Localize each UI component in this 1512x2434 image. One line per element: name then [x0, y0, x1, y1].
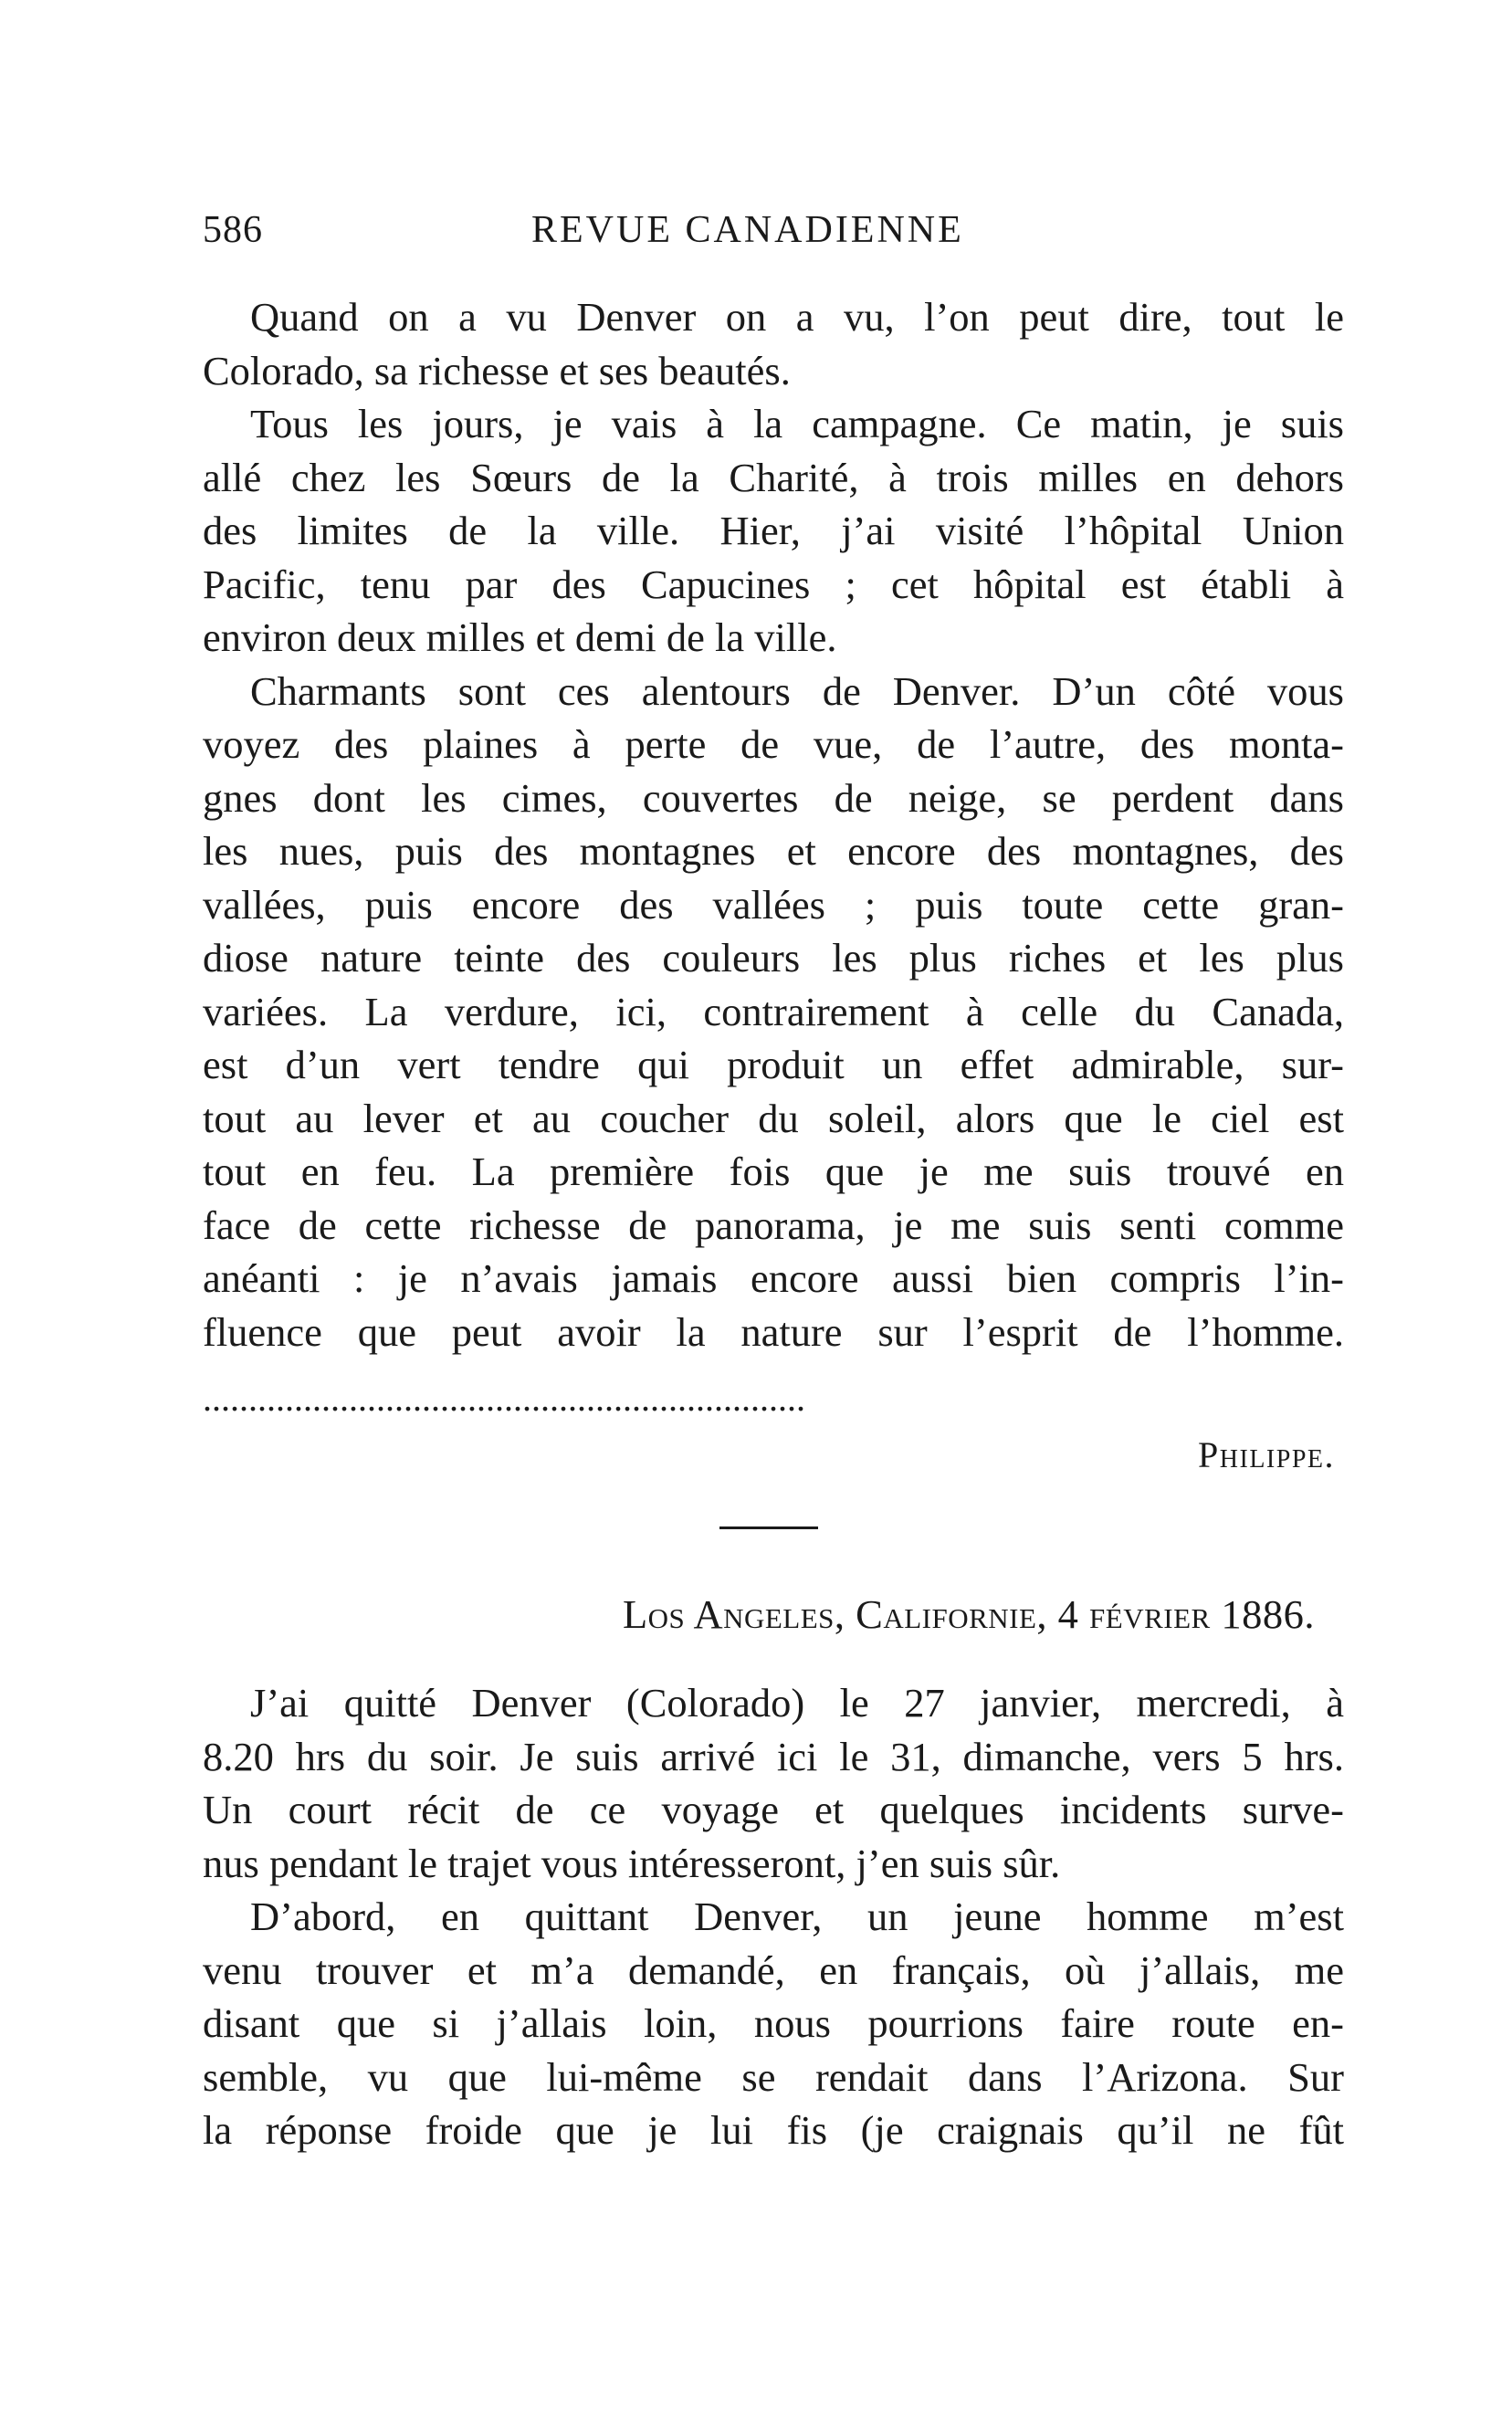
running-header [203, 208, 1344, 263]
text-line: tout en feu. La première fois que je me suis trouvé en [203, 1149, 1344, 1194]
section-divider [719, 1526, 818, 1529]
text-line: gnes dont les cimes, couvertes de neige, se perdent dans [203, 774, 1344, 821]
dateline [623, 1590, 1315, 1638]
paragraph-block-denver [203, 290, 1344, 1359]
journal-title: REVUE CANADIENNE [531, 209, 964, 251]
signature [1198, 1433, 1335, 1476]
text-line: Tous les jours, je vais à la campagne. Ce matin, je suis [250, 401, 1344, 446]
text-line: anéanti : je n’avais jamais encore aussi bien compris l’in- [203, 1255, 1344, 1301]
text-line: 8.20 hrs du soir. Je suis arrivé ici le 31, dimanche, vers 5 hrs. [203, 1733, 1344, 1779]
text-line: Pacific, tenu par des Capucines ; cet hôpital est établi à [203, 561, 1344, 607]
text-line: J’ai quitté Denver (Colorado) le 27 janvier, mercredi, à [250, 1680, 1344, 1726]
dateline-text: Los Angeles, Californie, 4 février 1886. [622, 1591, 1315, 1637]
text-line: nus pendant le trajet vous intéresseront, j’en suis sûr. [203, 1840, 1061, 1886]
text-line: les nues, puis des montagnes et encore des montagnes, des [203, 828, 1344, 874]
text-line: venu trouver et m’a demandé, en français, où j’allais, me [203, 1946, 1344, 1993]
text-line: D’abord, en quittant Denver, un jeune homme m’est [250, 1894, 1344, 1939]
text-line: la réponse froide que je lui fis (je craignais qu’il ne fût [203, 2107, 1344, 2153]
text-line: allé chez les Sœurs de la Charité, à trois milles en dehors [203, 454, 1344, 500]
text-line: est d’un vert tendre qui produit un effet admirable, sur- [203, 1042, 1344, 1087]
text-line: voyez des plaines à perte de vue, de l’autre, des monta- [203, 721, 1344, 767]
text-line: semble, vu que lui-même se rendait dans l’Arizona. Sur [203, 2053, 1344, 2100]
page-number: 586 [203, 209, 263, 251]
text-line: fluence que peut avoir la nature sur l’esprit de l’homme. [203, 1308, 1344, 1355]
text-line: diose nature teinte des couleurs les plus riches et les plus [203, 935, 1344, 981]
text-line: tout au lever et au coucher du soleil, alors que le ciel est [203, 1095, 1344, 1141]
text-line: disant que si j’allais loin, nous pourrions faire route en- [203, 2000, 1344, 2046]
text-line: environ deux milles et demi de la ville. [203, 614, 837, 660]
paragraph-block-los-angeles [203, 1676, 1344, 2157]
text-line: variées. La verdure, ici, contrairement à celle du Canada, [203, 988, 1344, 1034]
text-line: vallées, puis encore des vallées ; puis toute cette gran- [203, 881, 1344, 928]
text-line: face de cette richesse de panorama, je me suis senti comme [203, 1201, 1344, 1248]
text-line: Colorado, sa richesse et ses beautés. [203, 347, 791, 393]
text-line: Un court récit de ce voyage et quelques incidents surve- [203, 1787, 1344, 1832]
text-line: des limites de la ville. Hier, j’ai visité l’hôpital Union [203, 508, 1344, 553]
text-line: Charmants sont ces alentours de Denver. D’un côté vous [250, 667, 1344, 714]
signature-name: Philippe. [1198, 1434, 1335, 1475]
ellipsis-line: .................................................................. [203, 1378, 805, 1419]
text-line: Quand on a vu Denver on a vu, l’on peut dire, tout le [250, 294, 1344, 340]
